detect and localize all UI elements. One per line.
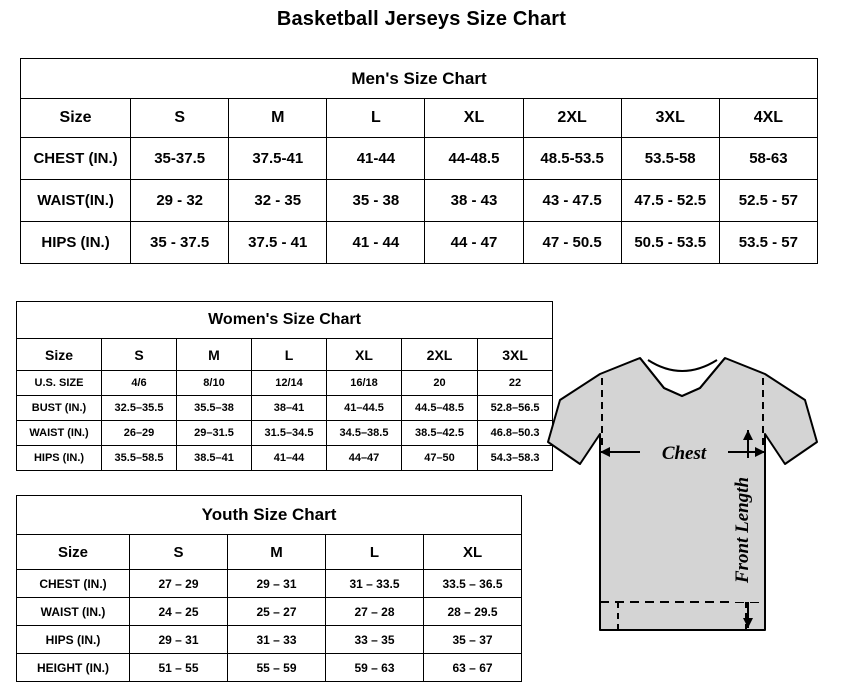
table-row bbox=[21, 222, 818, 264]
table-row bbox=[17, 446, 553, 471]
cell-chest-l: 41-44 bbox=[327, 138, 425, 180]
cell-hips-m: 37.5 - 41 bbox=[229, 222, 327, 264]
column-header-m: M bbox=[177, 339, 252, 371]
row-label-us-size: U.S. SIZE bbox=[17, 371, 102, 396]
cell-waist-s: 24 – 25 bbox=[130, 598, 228, 626]
row-label-hips: HIPS (IN.) bbox=[17, 626, 130, 654]
cell-waist-l: 27 – 28 bbox=[326, 598, 424, 626]
cell-hips-s: 29 – 31 bbox=[130, 626, 228, 654]
front-length-label: Front Length bbox=[732, 476, 753, 584]
cell-hips-m: 38.5–41 bbox=[177, 446, 252, 471]
table-row bbox=[17, 396, 553, 421]
column-header-s: S bbox=[130, 535, 228, 570]
cell-hips-3xl: 54.3–58.3 bbox=[478, 446, 553, 471]
cell-waist-s: 26–29 bbox=[102, 421, 177, 446]
cell-hips-xl: 44–47 bbox=[327, 446, 402, 471]
column-header-m: M bbox=[228, 535, 326, 570]
cell-hips-3xl: 50.5 - 53.5 bbox=[621, 222, 719, 264]
youth-chart-title: Youth Size Chart bbox=[17, 496, 522, 535]
row-label-height: HEIGHT (IN.) bbox=[17, 654, 130, 682]
mens-chart-title: Men's Size Chart bbox=[21, 59, 818, 99]
table-row bbox=[17, 371, 553, 396]
cell-hips-l: 41–44 bbox=[252, 446, 327, 471]
cell-hips-l: 41 - 44 bbox=[327, 222, 425, 264]
cell-hips-2xl: 47–50 bbox=[402, 446, 478, 471]
column-header-size: Size bbox=[17, 339, 102, 371]
cell-waist-3xl: 47.5 - 52.5 bbox=[621, 180, 719, 222]
cell-waist-2xl: 38.5–42.5 bbox=[402, 421, 478, 446]
row-label-hips: HIPS (IN.) bbox=[21, 222, 131, 264]
table-title-row bbox=[17, 496, 522, 535]
column-header-2xl: 2XL bbox=[523, 99, 621, 138]
column-header-size: Size bbox=[17, 535, 130, 570]
cell-waist-s: 29 - 32 bbox=[131, 180, 229, 222]
cell-height-s: 51 – 55 bbox=[130, 654, 228, 682]
row-label-hips: HIPS (IN.) bbox=[17, 446, 102, 471]
table-header-row bbox=[17, 535, 522, 570]
cell-chest-xl: 44-48.5 bbox=[425, 138, 523, 180]
table-title-row bbox=[21, 59, 818, 99]
cell-waist-xl: 34.5–38.5 bbox=[327, 421, 402, 446]
table-header-row bbox=[21, 99, 818, 138]
column-header-4xl: 4XL bbox=[719, 99, 817, 138]
cell-hips-xl: 35 – 37 bbox=[424, 626, 522, 654]
cell-chest-xl: 33.5 – 36.5 bbox=[424, 570, 522, 598]
table-row bbox=[17, 421, 553, 446]
column-header-3xl: 3XL bbox=[621, 99, 719, 138]
cell-hips-4xl: 53.5 - 57 bbox=[719, 222, 817, 264]
cell-chest-m: 29 – 31 bbox=[228, 570, 326, 598]
cell-bust-m: 35.5–38 bbox=[177, 396, 252, 421]
cell-bust-s: 32.5–35.5 bbox=[102, 396, 177, 421]
table-row bbox=[21, 180, 818, 222]
cell-us-size-s: 4/6 bbox=[102, 371, 177, 396]
cell-chest-2xl: 48.5-53.5 bbox=[523, 138, 621, 180]
cell-hips-s: 35 - 37.5 bbox=[131, 222, 229, 264]
row-label-waist: WAIST (IN.) bbox=[17, 598, 130, 626]
cell-chest-m: 37.5-41 bbox=[229, 138, 327, 180]
cell-waist-l: 31.5–34.5 bbox=[252, 421, 327, 446]
cell-height-xl: 63 – 67 bbox=[424, 654, 522, 682]
table-row bbox=[17, 626, 522, 654]
column-header-2xl: 2XL bbox=[402, 339, 478, 371]
cell-bust-xl: 41–44.5 bbox=[327, 396, 402, 421]
cell-waist-3xl: 46.8–50.3 bbox=[478, 421, 553, 446]
table-row bbox=[17, 570, 522, 598]
column-header-size: Size bbox=[21, 99, 131, 138]
cell-bust-3xl: 52.8–56.5 bbox=[478, 396, 553, 421]
cell-waist-2xl: 43 - 47.5 bbox=[523, 180, 621, 222]
youth-size-chart-table bbox=[16, 495, 522, 682]
womens-size-chart-table bbox=[16, 301, 553, 471]
cell-waist-m: 32 - 35 bbox=[229, 180, 327, 222]
column-header-l: L bbox=[327, 99, 425, 138]
column-header-xl: XL bbox=[327, 339, 402, 371]
cell-bust-l: 38–41 bbox=[252, 396, 327, 421]
cell-hips-s: 35.5–58.5 bbox=[102, 446, 177, 471]
cell-chest-s: 27 – 29 bbox=[130, 570, 228, 598]
cell-chest-l: 31 – 33.5 bbox=[326, 570, 424, 598]
cell-chest-4xl: 58-63 bbox=[719, 138, 817, 180]
row-label-chest: CHEST (IN.) bbox=[17, 570, 130, 598]
mens-size-chart-table bbox=[20, 58, 818, 264]
cell-us-size-m: 8/10 bbox=[177, 371, 252, 396]
jersey-shirt-icon bbox=[548, 358, 817, 630]
cell-hips-l: 33 – 35 bbox=[326, 626, 424, 654]
womens-chart-title: Women's Size Chart bbox=[17, 302, 553, 339]
row-label-bust: BUST (IN.) bbox=[17, 396, 102, 421]
cell-height-l: 59 – 63 bbox=[326, 654, 424, 682]
cell-hips-m: 31 – 33 bbox=[228, 626, 326, 654]
cell-height-m: 55 – 59 bbox=[228, 654, 326, 682]
column-header-s: S bbox=[131, 99, 229, 138]
page-title: Basketball Jerseys Size Chart bbox=[276, 8, 567, 30]
cell-hips-xl: 44 - 47 bbox=[425, 222, 523, 264]
cell-waist-xl: 28 – 29.5 bbox=[424, 598, 522, 626]
cell-waist-m: 29–31.5 bbox=[177, 421, 252, 446]
column-header-3xl: 3XL bbox=[478, 339, 553, 371]
column-header-s: S bbox=[102, 339, 177, 371]
table-row bbox=[17, 654, 522, 682]
column-header-xl: XL bbox=[424, 535, 522, 570]
column-header-l: L bbox=[326, 535, 424, 570]
column-header-xl: XL bbox=[425, 99, 523, 138]
cell-chest-s: 35-37.5 bbox=[131, 138, 229, 180]
cell-waist-xl: 38 - 43 bbox=[425, 180, 523, 222]
table-row bbox=[21, 138, 818, 180]
row-label-waist: WAIST(IN.) bbox=[21, 180, 131, 222]
table-title-row bbox=[17, 302, 553, 339]
cell-waist-l: 35 - 38 bbox=[327, 180, 425, 222]
cell-waist-m: 25 – 27 bbox=[228, 598, 326, 626]
cell-us-size-3xl: 22 bbox=[478, 371, 553, 396]
cell-bust-2xl: 44.5–48.5 bbox=[402, 396, 478, 421]
shirt-measurement-diagram bbox=[540, 330, 840, 670]
row-label-chest: CHEST (IN.) bbox=[21, 138, 131, 180]
cell-us-size-xl: 16/18 bbox=[327, 371, 402, 396]
column-header-m: M bbox=[229, 99, 327, 138]
front-length-measurement-arrow bbox=[732, 430, 762, 628]
column-header-l: L bbox=[252, 339, 327, 371]
cell-chest-3xl: 53.5-58 bbox=[621, 138, 719, 180]
cell-hips-2xl: 47 - 50.5 bbox=[523, 222, 621, 264]
cell-us-size-l: 12/14 bbox=[252, 371, 327, 396]
table-row bbox=[17, 598, 522, 626]
table-header-row bbox=[17, 339, 553, 371]
chest-label: Chest bbox=[661, 443, 707, 464]
cell-us-size-2xl: 20 bbox=[402, 371, 478, 396]
row-label-waist: WAIST (IN.) bbox=[17, 421, 102, 446]
cell-waist-4xl: 52.5 - 57 bbox=[719, 180, 817, 222]
